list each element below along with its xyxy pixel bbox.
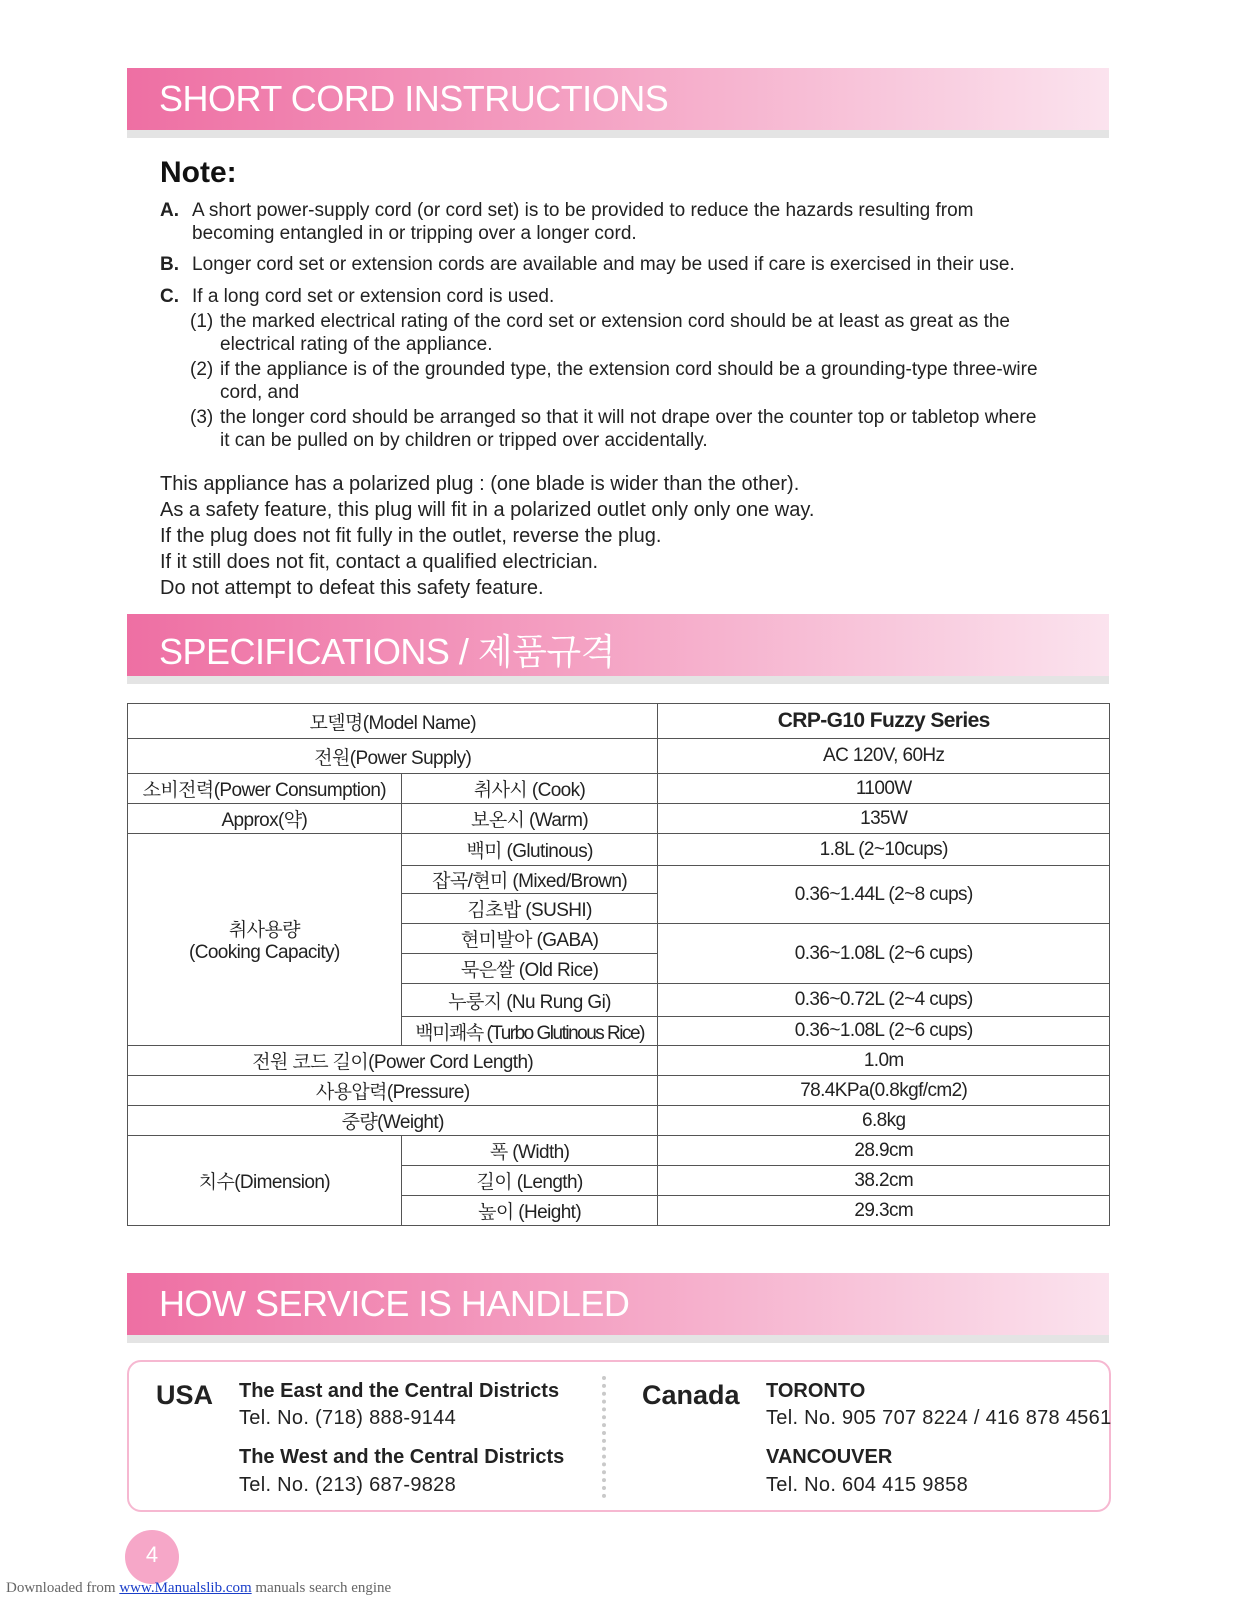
usa-label: USA bbox=[156, 1380, 214, 1410]
usa-west-tel: Tel. No. (213) 687-9828 bbox=[239, 1474, 457, 1496]
spec-label: 묵은쌀 (Old Rice) bbox=[401, 954, 658, 984]
spec-label: 길이 (Length) bbox=[401, 1166, 658, 1196]
plug-line: This appliance has a polarized plug : (one blade is wider than the other). bbox=[160, 473, 800, 495]
spec-value: AC 120V, 60Hz bbox=[658, 739, 1110, 774]
spec-label: 전원(Power Supply) bbox=[128, 739, 658, 774]
sub-item-number: (3) bbox=[190, 407, 214, 428]
sub-item-text: it can be pulled on by children or tripped over accidentally. bbox=[220, 430, 708, 451]
usa-west-title: The West and the Central Districts bbox=[239, 1446, 565, 1468]
spec-value: 1100W bbox=[658, 774, 1110, 804]
note-title: Note: bbox=[160, 156, 237, 189]
spec-label: 누룽지 (Nu Rung Gi) bbox=[401, 984, 658, 1017]
sub-item-number: (1) bbox=[190, 311, 214, 332]
spec-value: 6.8kg bbox=[658, 1106, 1110, 1136]
sub-item-text: the longer cord should be arranged so that it will not drape over the counter top or tabletop where bbox=[220, 407, 1037, 428]
spec-value: 29.3cm bbox=[658, 1196, 1110, 1226]
manualslib-link[interactable]: www.Manualslib.com bbox=[119, 1580, 252, 1596]
spec-label: 높이 (Height) bbox=[401, 1196, 658, 1226]
spec-value: 0.36~1.08L (2~6 cups) bbox=[658, 924, 1110, 984]
vancouver-title: VANCOUVER bbox=[766, 1446, 893, 1468]
spec-label: Approx(약) bbox=[128, 804, 402, 834]
vancouver-tel: Tel. No. 604 415 9858 bbox=[766, 1474, 969, 1496]
spec-label: 치수(Dimension) bbox=[128, 1136, 402, 1226]
plug-line: As a safety feature, this plug will fit in a polarized outlet only only one way. bbox=[160, 499, 815, 521]
section-title: HOW SERVICE IS HANDLED bbox=[159, 1283, 630, 1324]
spec-label: 취사용량 bbox=[228, 920, 300, 941]
sub-item-text: electrical rating of the appliance. bbox=[220, 334, 493, 355]
item-letter: A. bbox=[160, 200, 179, 221]
canada-label: Canada bbox=[642, 1380, 740, 1410]
model-name-value: CRP-G10 Fuzzy Series bbox=[658, 704, 1110, 739]
specifications-table bbox=[127, 703, 1110, 1226]
spec-value: 38.2cm bbox=[658, 1166, 1110, 1196]
usa-east-title: The East and the Central Districts bbox=[239, 1380, 560, 1402]
spec-label: 백미 (Glutinous) bbox=[401, 834, 658, 866]
spec-label: 취사시 (Cook) bbox=[401, 774, 658, 804]
sub-item-text: the marked electrical rating of the cord set or extension cord should be at least as great as the bbox=[220, 311, 1010, 332]
item-text: If a long cord set or extension cord is used. bbox=[192, 286, 555, 307]
item-text: A short power-supply cord (or cord set) is to be provided to reduce the hazards resulting from bbox=[192, 200, 974, 221]
footer-suffix: manuals search engine bbox=[251, 1580, 392, 1596]
plug-line: Do not attempt to defeat this safety feature. bbox=[160, 577, 544, 599]
spec-value: 0.36~1.44L (2~8 cups) bbox=[658, 866, 1110, 924]
footer-prefix: Downloaded from bbox=[6, 1580, 120, 1596]
sub-item-number: (2) bbox=[190, 359, 214, 380]
section-title: SHORT CORD INSTRUCTIONS bbox=[159, 78, 669, 119]
spec-label: 중량(Weight) bbox=[128, 1106, 658, 1136]
item-text: becoming entangled in or tripping over a longer cord. bbox=[192, 223, 637, 244]
footer bbox=[6, 1580, 391, 1597]
service-contacts-box bbox=[127, 1360, 1111, 1512]
specifications-header bbox=[127, 614, 1109, 684]
spec-label: 현미발아 (GABA) bbox=[401, 924, 658, 954]
sub-item-text: cord, and bbox=[220, 382, 300, 403]
service-header bbox=[127, 1273, 1109, 1343]
page-number: 4 bbox=[125, 1530, 179, 1584]
sub-item-text: if the appliance is of the grounded type, the extension cord should be a grounding-type three-wire bbox=[220, 359, 1038, 380]
spec-label: 잡곡/현미 (Mixed/Brown) bbox=[401, 866, 658, 894]
spec-label: 전원 코드 길이(Power Cord Length) bbox=[128, 1046, 658, 1076]
spec-value: 78.4KPa(0.8kgf/cm2) bbox=[658, 1076, 1110, 1106]
section-title: SPECIFICATIONS / 제품규격 bbox=[159, 631, 615, 672]
polarized-plug-text bbox=[160, 471, 814, 601]
spec-label: 김초밥 (SUSHI) bbox=[401, 894, 658, 924]
spec-value: 0.36~0.72L (2~4 cups) bbox=[658, 984, 1110, 1017]
spec-value: 28.9cm bbox=[658, 1136, 1110, 1166]
cooking-capacity-label bbox=[128, 834, 402, 1046]
item-letter: C. bbox=[160, 286, 179, 307]
spec-value: 1.0m bbox=[658, 1046, 1110, 1076]
item-letter: B. bbox=[160, 254, 179, 275]
spec-label: 보온시 (Warm) bbox=[401, 804, 658, 834]
spec-label: 소비전력(Power Consumption) bbox=[128, 774, 402, 804]
item-text: Longer cord set or extension cords are available and may be used if care is exercised in their use. bbox=[192, 254, 1015, 275]
short-cord-header bbox=[127, 68, 1109, 138]
spec-label: 사용압력(Pressure) bbox=[128, 1076, 658, 1106]
spec-label: (Cooking Capacity) bbox=[188, 942, 340, 963]
usa-east-tel: Tel. No. (718) 888-9144 bbox=[239, 1407, 457, 1429]
spec-label: 폭 (Width) bbox=[401, 1136, 658, 1166]
toronto-tel: Tel. No. 905 707 8224 / 416 878 4561 bbox=[766, 1407, 1112, 1429]
spec-label: 백미쾌속 (Turbo Glutinous Rice) bbox=[401, 1017, 658, 1046]
spec-value: 0.36~1.08L (2~6 cups) bbox=[658, 1017, 1110, 1046]
plug-line: If it still does not fit, contact a qualified electrician. bbox=[160, 551, 598, 573]
spec-label: 모델명(Model Name) bbox=[128, 704, 658, 739]
spec-value: 1.8L (2~10cups) bbox=[658, 834, 1110, 866]
spec-value: 135W bbox=[658, 804, 1110, 834]
toronto-title: TORONTO bbox=[766, 1380, 866, 1402]
plug-line: If the plug does not fit fully in the outlet, reverse the plug. bbox=[160, 525, 662, 547]
divider bbox=[602, 1376, 606, 1498]
